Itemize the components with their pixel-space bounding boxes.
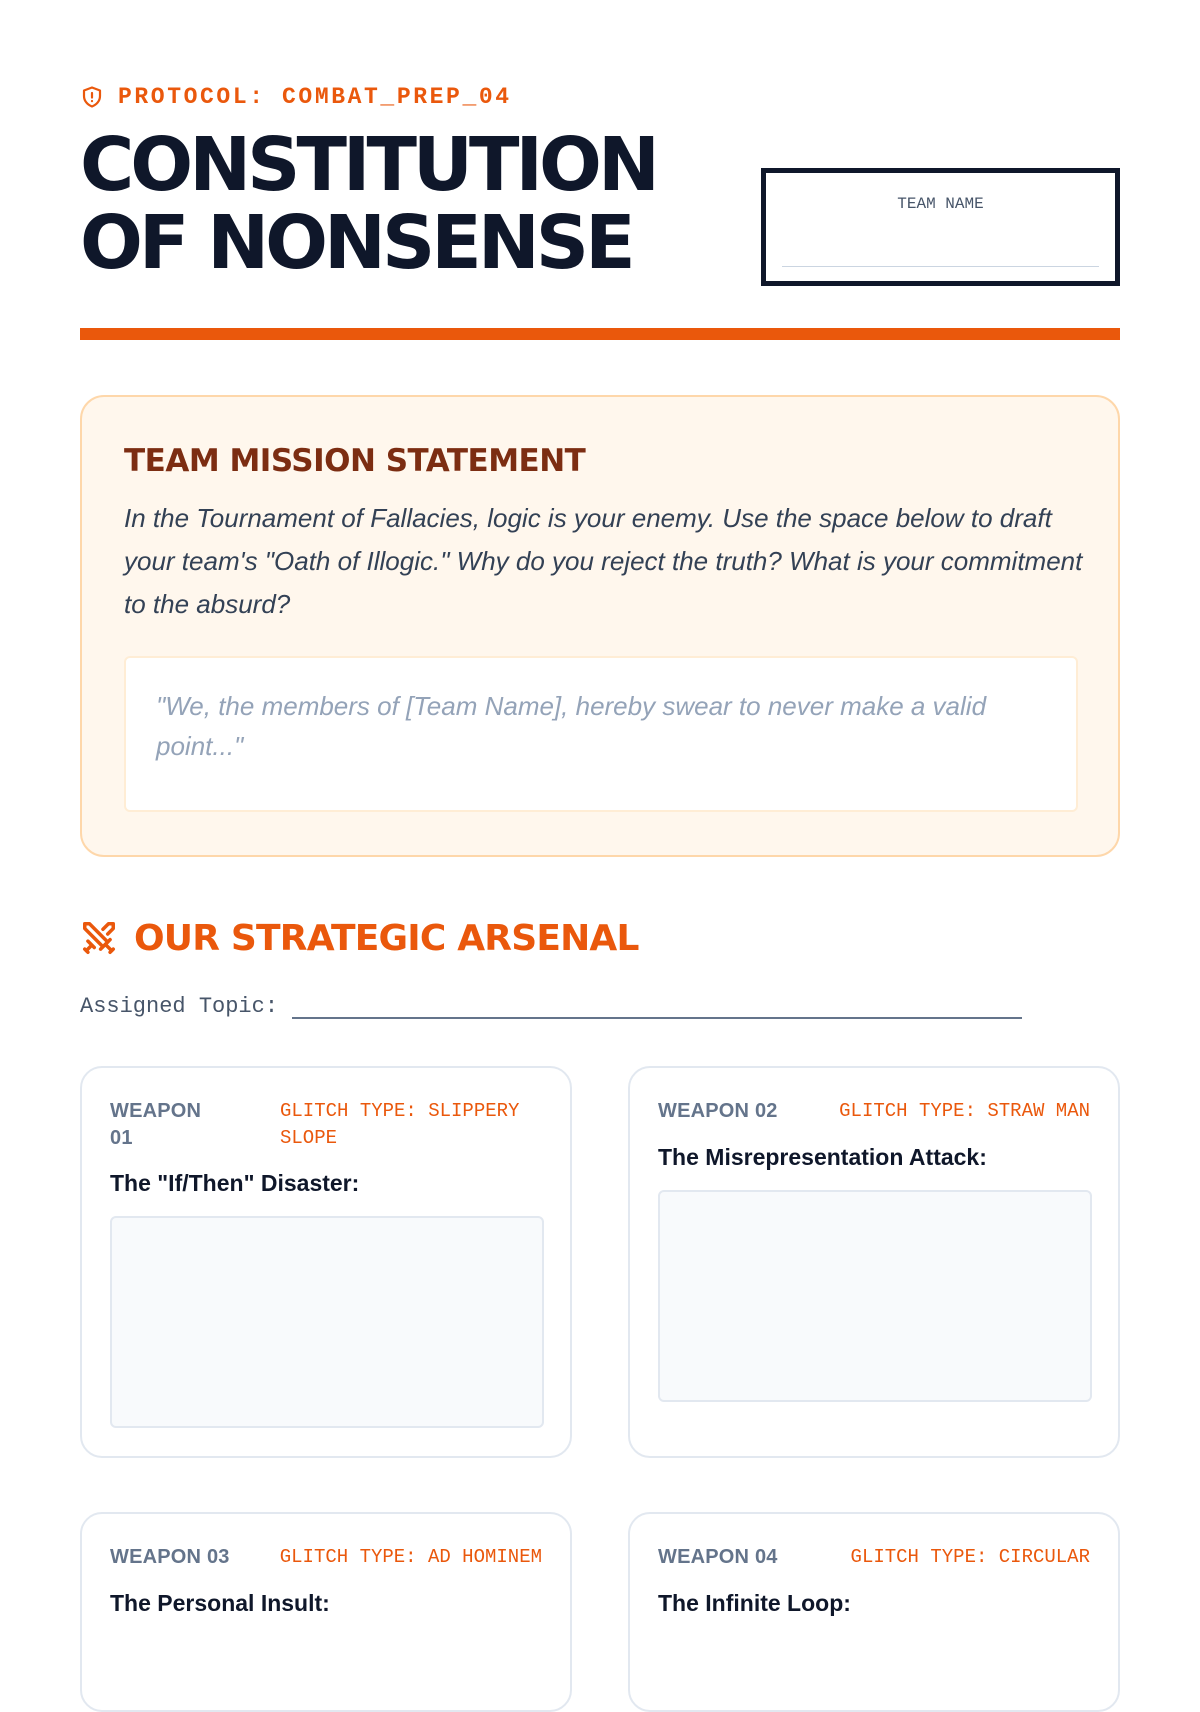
weapon-card-4	[628, 1512, 1120, 1712]
protocol-code: PROTOCOL: COMBAT_PREP_04	[118, 84, 512, 110]
oath-placeholder: "We, the members of [Team Name], hereby swear to never make a valid point..."	[156, 691, 987, 761]
glitch-type: GLITCH TYPE: SLIPPERY SLOPE	[280, 1100, 520, 1149]
title-line-2: OF NONSENSE	[80, 200, 632, 286]
oath-input-box[interactable]	[124, 656, 1078, 812]
team-name-writing-line	[782, 266, 1099, 267]
weapon-number: WEAPON 03	[110, 1546, 230, 1568]
weapon-number: WEAPON 04	[658, 1546, 778, 1568]
weapon-writing-area[interactable]	[110, 1216, 544, 1428]
crossed-swords-icon	[80, 919, 118, 957]
protocol-tag	[80, 84, 512, 110]
assigned-topic-blank[interactable]	[292, 999, 1022, 1019]
weapon-number: WEAPON 02	[658, 1100, 778, 1122]
weapon-name: The Infinite Loop:	[658, 1590, 851, 1616]
weapon-name: The "If/Then" Disaster:	[110, 1170, 360, 1196]
weapon-writing-area[interactable]	[658, 1190, 1092, 1402]
weapon-name: The Misrepresentation Attack:	[658, 1144, 987, 1170]
glitch-type: GLITCH TYPE: CIRCULAR	[850, 1546, 1090, 1568]
weapon-name: The Personal Insult:	[110, 1590, 330, 1616]
header-divider	[80, 328, 1120, 340]
mission-description: In the Tournament of Fallacies, logic is your enemy. Use the space below to draft your team's "Oath of Illogic." Why do you reject the truth? What is your commitment to the absurd?	[124, 503, 1083, 619]
page-title	[80, 122, 740, 286]
worksheet-page	[80, 0, 1120, 1616]
mission-statement-card	[80, 395, 1120, 857]
weapon-card-3	[80, 1512, 572, 1712]
assigned-topic-label: Assigned Topic:	[80, 994, 279, 1019]
weapon-card-2	[628, 1066, 1120, 1458]
weapon-card-1	[80, 1066, 572, 1458]
arsenal-header	[80, 918, 639, 958]
weapon-number: WEAPON 01	[110, 1100, 202, 1149]
glitch-type: GLITCH TYPE: STRAW MAN	[839, 1100, 1090, 1122]
mission-heading: TEAM MISSION STATEMENT	[124, 443, 586, 479]
team-name-box[interactable]	[761, 168, 1120, 286]
assigned-topic-field	[80, 993, 1022, 1019]
team-name-label: TEAM NAME	[897, 195, 984, 213]
title-line-1: CONSTITUTION	[80, 122, 656, 208]
shield-alert-icon	[80, 85, 104, 109]
glitch-type: GLITCH TYPE: AD HOMINEM	[279, 1546, 542, 1568]
arsenal-heading: OUR STRATEGIC ARSENAL	[134, 917, 639, 959]
